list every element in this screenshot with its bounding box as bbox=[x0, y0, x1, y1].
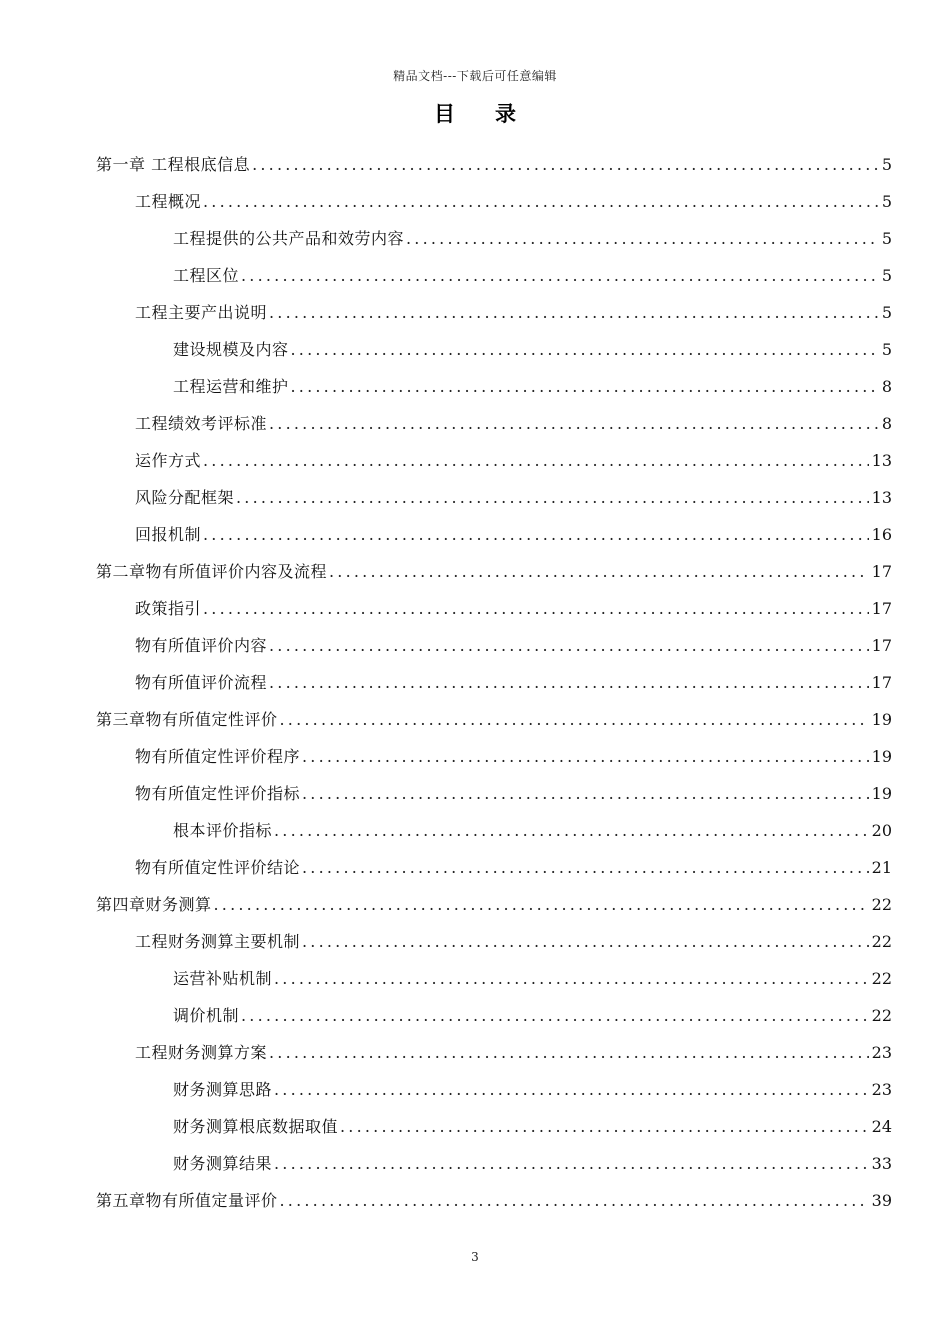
toc-entry-title: 工程运营和维护 bbox=[173, 377, 289, 396]
toc-entry-page: 13 bbox=[871, 488, 892, 507]
toc-entry-page: 23 bbox=[871, 1043, 892, 1062]
toc-entry-page: 17 bbox=[871, 636, 892, 655]
toc-entry-title: 根本评价指标 bbox=[173, 821, 273, 840]
toc-entry-page: 22 bbox=[871, 969, 892, 988]
toc-entry-page: 19 bbox=[871, 747, 892, 766]
toc-entry-page: 33 bbox=[871, 1154, 892, 1173]
toc-entry-title: 第二章物有所值评价内容及流程 bbox=[96, 562, 328, 581]
toc-entry-title: 财务测算根底数据取值 bbox=[173, 1117, 339, 1136]
toc-dot-leader bbox=[302, 775, 869, 812]
toc-dot-leader bbox=[269, 627, 869, 664]
toc-dot-leader bbox=[203, 516, 869, 553]
toc-entry-title: 工程绩效考评标准 bbox=[135, 414, 268, 433]
toc-entry-page: 5 bbox=[881, 340, 892, 359]
toc-entry-page: 22 bbox=[871, 895, 892, 914]
toc-entry-title: 运作方式 bbox=[135, 451, 202, 470]
table-of-contents bbox=[96, 146, 892, 1219]
toc-dot-leader bbox=[269, 664, 869, 701]
toc-entry-page: 24 bbox=[871, 1117, 892, 1136]
toc-entry-title: 工程主要产出说明 bbox=[135, 303, 268, 322]
toc-title: 目录 bbox=[434, 101, 556, 126]
toc-entry[interactable] bbox=[96, 183, 892, 220]
toc-entry-title: 财务测算结果 bbox=[173, 1154, 273, 1173]
page-header: 精品文档---下载后可任意编辑 bbox=[393, 69, 557, 83]
toc-entry-title: 财务测算思路 bbox=[173, 1080, 273, 1099]
toc-entry-title: 物有所值定性评价指标 bbox=[135, 784, 301, 803]
toc-dot-leader bbox=[274, 960, 869, 997]
toc-entry-page: 13 bbox=[871, 451, 892, 470]
toc-entry[interactable] bbox=[96, 849, 892, 886]
toc-dot-leader bbox=[203, 442, 869, 479]
toc-entry-title: 物有所值评价流程 bbox=[135, 673, 268, 692]
toc-entry-page: 23 bbox=[871, 1080, 892, 1099]
toc-entry[interactable] bbox=[96, 960, 892, 997]
toc-entry-title: 工程财务测算方案 bbox=[135, 1043, 268, 1062]
toc-entry-page: 16 bbox=[871, 525, 892, 544]
toc-entry[interactable] bbox=[96, 1145, 892, 1182]
toc-entry[interactable] bbox=[96, 553, 892, 590]
toc-entry-page: 5 bbox=[881, 192, 892, 211]
toc-entry[interactable] bbox=[96, 701, 892, 738]
toc-dot-leader bbox=[241, 257, 879, 294]
toc-entry[interactable] bbox=[96, 886, 892, 923]
toc-entry[interactable] bbox=[96, 405, 892, 442]
toc-entry-title: 物有所值评价内容 bbox=[135, 636, 268, 655]
toc-entry-page: 5 bbox=[881, 155, 892, 174]
toc-entry-title: 工程财务测算主要机制 bbox=[135, 932, 301, 951]
toc-entry-title: 第五章物有所值定量评价 bbox=[96, 1191, 278, 1210]
toc-entry[interactable] bbox=[96, 442, 892, 479]
toc-entry[interactable] bbox=[96, 479, 892, 516]
toc-dot-leader bbox=[269, 294, 879, 331]
toc-dot-leader bbox=[406, 220, 879, 257]
toc-dot-leader bbox=[269, 405, 879, 442]
toc-entry[interactable] bbox=[96, 775, 892, 812]
toc-entry-page: 17 bbox=[871, 673, 892, 692]
toc-dot-leader bbox=[203, 183, 879, 220]
toc-entry[interactable] bbox=[96, 257, 892, 294]
toc-entry-title: 物有所值定性评价结论 bbox=[135, 858, 301, 877]
toc-dot-leader bbox=[236, 479, 869, 516]
toc-entry-title: 第四章财务测算 bbox=[96, 895, 212, 914]
toc-dot-leader bbox=[214, 886, 869, 923]
toc-entry[interactable] bbox=[96, 220, 892, 257]
toc-dot-leader bbox=[291, 368, 879, 405]
toc-dot-leader bbox=[203, 590, 869, 627]
toc-entry-page: 8 bbox=[881, 414, 892, 433]
toc-entry-page: 8 bbox=[881, 377, 892, 396]
toc-dot-leader bbox=[340, 1108, 869, 1145]
toc-entry[interactable] bbox=[96, 738, 892, 775]
toc-entry[interactable] bbox=[96, 590, 892, 627]
toc-dot-leader bbox=[329, 553, 869, 590]
toc-entry[interactable] bbox=[96, 997, 892, 1034]
toc-entry-page: 22 bbox=[871, 932, 892, 951]
toc-entry-title: 第一章 工程根底信息 bbox=[96, 155, 251, 174]
toc-dot-leader bbox=[269, 1034, 869, 1071]
toc-dot-leader bbox=[302, 849, 869, 886]
toc-dot-leader bbox=[302, 923, 869, 960]
toc-entry-title: 物有所值定性评价程序 bbox=[135, 747, 301, 766]
page-number: 3 bbox=[471, 1250, 479, 1264]
toc-dot-leader bbox=[241, 997, 869, 1034]
toc-entry-title: 工程区位 bbox=[173, 266, 240, 285]
toc-entry[interactable] bbox=[96, 368, 892, 405]
toc-entry[interactable] bbox=[96, 1034, 892, 1071]
toc-entry-page: 17 bbox=[871, 562, 892, 581]
toc-entry-title: 建设规模及内容 bbox=[173, 340, 289, 359]
toc-entry-title: 运营补贴机制 bbox=[173, 969, 273, 988]
toc-entry[interactable] bbox=[96, 627, 892, 664]
toc-entry-page: 39 bbox=[871, 1191, 892, 1210]
toc-dot-leader bbox=[280, 1182, 869, 1219]
toc-entry[interactable] bbox=[96, 923, 892, 960]
toc-entry[interactable] bbox=[96, 294, 892, 331]
toc-entry[interactable] bbox=[96, 331, 892, 368]
toc-dot-leader bbox=[274, 812, 869, 849]
toc-entry-page: 5 bbox=[881, 303, 892, 322]
toc-dot-leader bbox=[291, 331, 879, 368]
toc-entry-title: 风险分配框架 bbox=[135, 488, 235, 507]
toc-entry-page: 17 bbox=[871, 599, 892, 618]
toc-entry[interactable] bbox=[96, 1182, 892, 1219]
toc-entry-title: 第三章物有所值定性评价 bbox=[96, 710, 278, 729]
toc-entry-page: 21 bbox=[871, 858, 892, 877]
toc-entry[interactable] bbox=[96, 1071, 892, 1108]
toc-entry-title: 政策指引 bbox=[135, 599, 202, 618]
toc-dot-leader bbox=[274, 1071, 869, 1108]
toc-entry-page: 19 bbox=[871, 710, 892, 729]
toc-entry-title: 工程概况 bbox=[135, 192, 202, 211]
toc-dot-leader bbox=[252, 146, 879, 183]
toc-entry-title: 回报机制 bbox=[135, 525, 202, 544]
toc-entry-title: 工程提供的公共产品和效劳内容 bbox=[173, 229, 405, 248]
toc-entry-title: 调价机制 bbox=[173, 1006, 240, 1025]
toc-entry[interactable] bbox=[96, 664, 892, 701]
toc-entry-page: 5 bbox=[881, 229, 892, 248]
toc-entry-page: 19 bbox=[871, 784, 892, 803]
toc-entry-page: 22 bbox=[871, 1006, 892, 1025]
toc-entry[interactable] bbox=[96, 146, 892, 183]
toc-dot-leader bbox=[302, 738, 869, 775]
toc-entry[interactable] bbox=[96, 812, 892, 849]
toc-dot-leader bbox=[274, 1145, 869, 1182]
toc-entry-page: 5 bbox=[881, 266, 892, 285]
toc-entry[interactable] bbox=[96, 1108, 892, 1145]
toc-dot-leader bbox=[280, 701, 869, 738]
toc-entry[interactable] bbox=[96, 516, 892, 553]
toc-entry-page: 20 bbox=[871, 821, 892, 840]
